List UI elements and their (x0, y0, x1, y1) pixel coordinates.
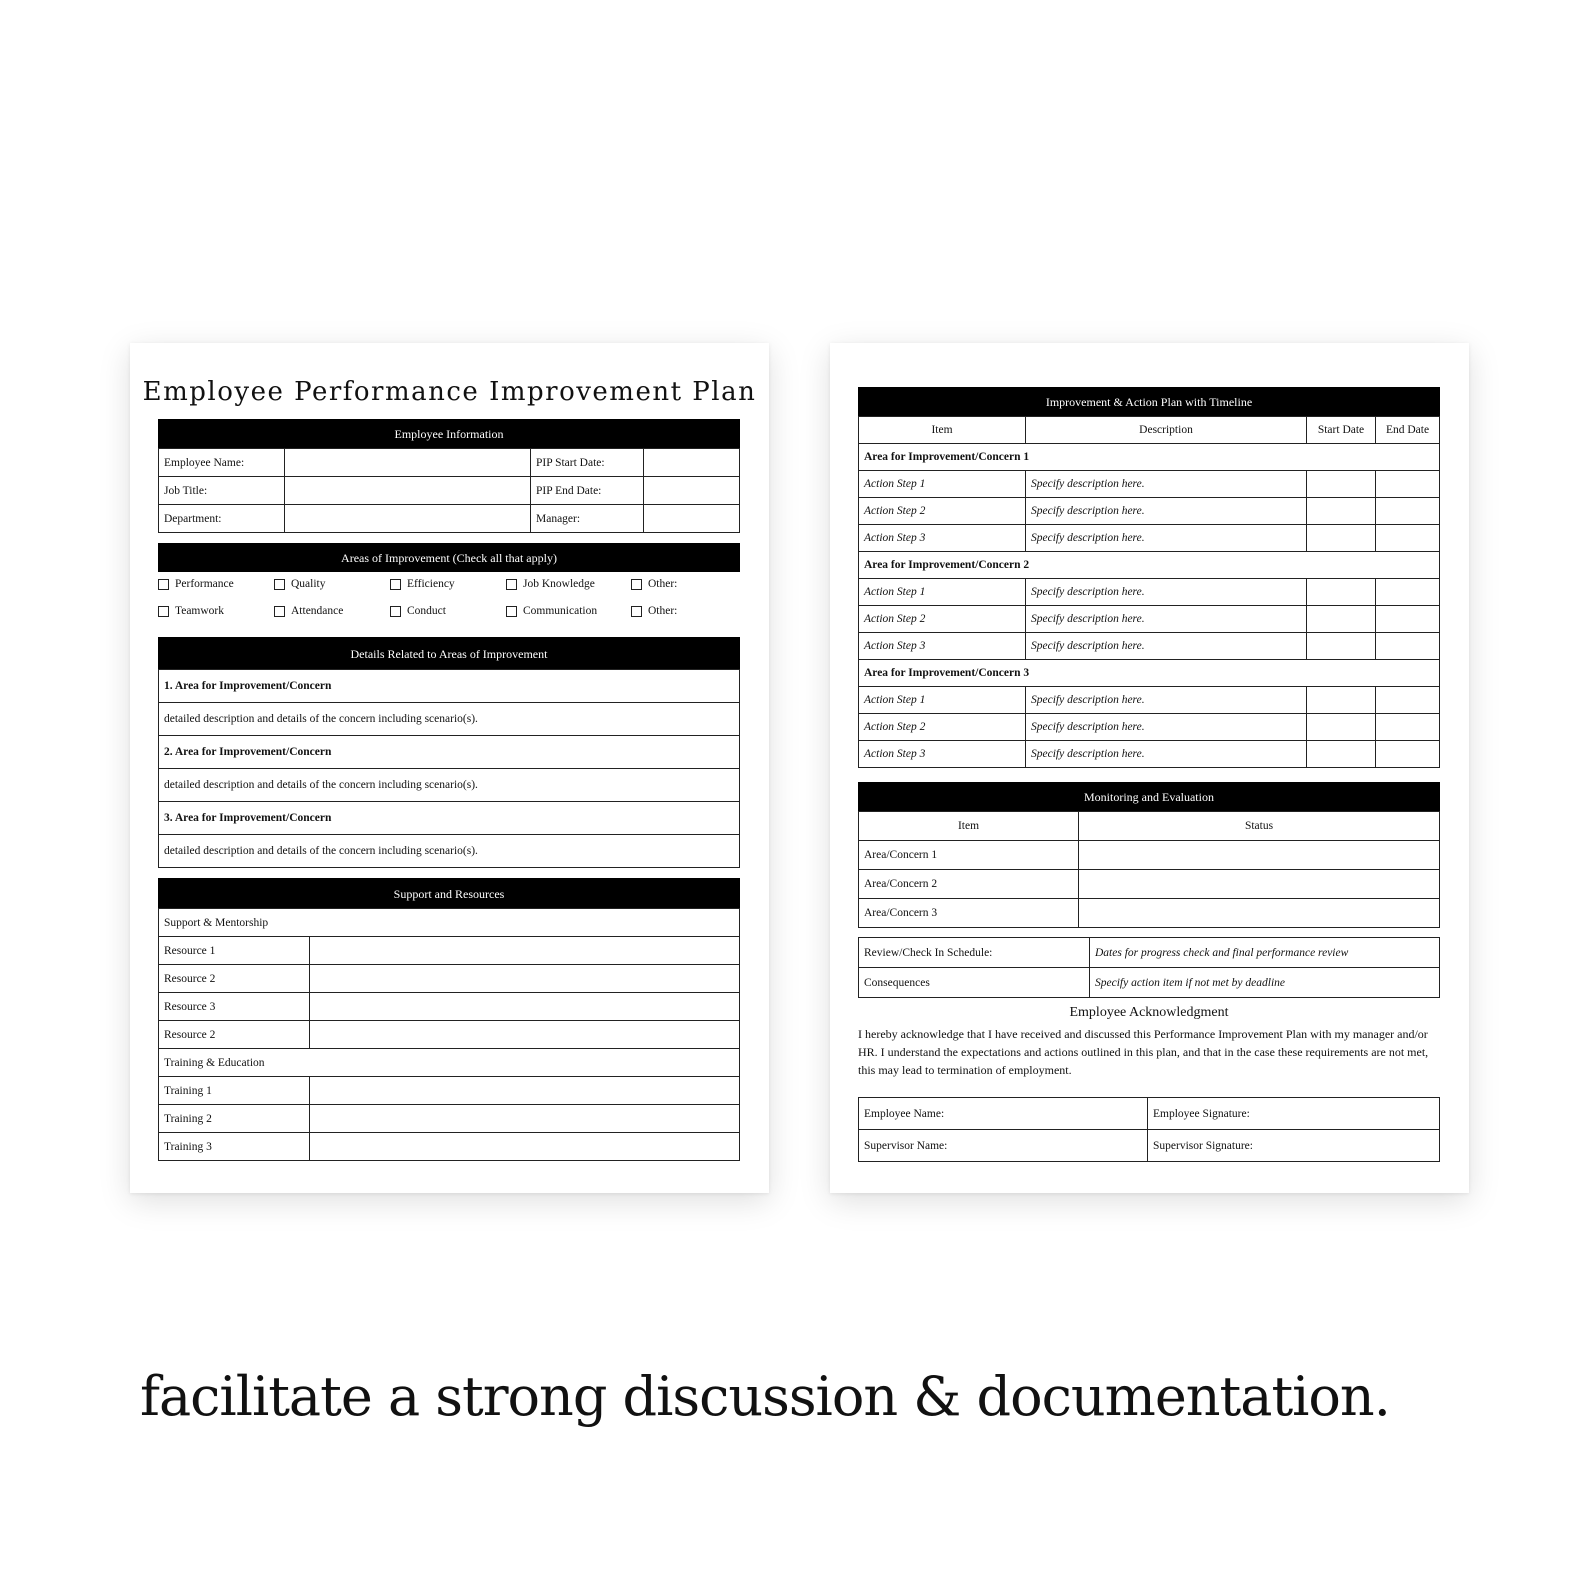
start-date-cell[interactable] (1307, 633, 1376, 660)
column-header: Item (859, 812, 1079, 841)
table-row (859, 870, 1440, 899)
pip-page-1 (130, 343, 769, 1193)
monitoring-table (858, 811, 1440, 928)
areas-of-improvement-header: Areas of Improvement (Check all that apply) (158, 543, 740, 572)
checkbox-communication[interactable] (506, 605, 597, 617)
column-header: Status (1079, 812, 1440, 841)
resource-field[interactable] (310, 937, 740, 965)
action-step-description[interactable]: Specify description here. (1026, 579, 1307, 606)
details-header: Details Related to Areas of Improvement (158, 637, 740, 669)
table-row (859, 938, 1440, 968)
checkbox-icon (631, 579, 642, 590)
monitoring-item: Area/Concern 1 (859, 841, 1079, 870)
table-row (859, 579, 1440, 606)
support-resources-table (158, 908, 740, 1161)
training-field[interactable] (310, 1105, 740, 1133)
table-row (159, 1049, 740, 1077)
caption-text: facilitate a strong discussion & documentation. (140, 1365, 1390, 1428)
checkbox-label: Communication (523, 605, 598, 617)
action-step-description[interactable]: Specify description here. (1026, 633, 1307, 660)
checkbox-quality[interactable] (274, 578, 326, 590)
table-row (159, 1105, 740, 1133)
training-item-label: Training 2 (159, 1105, 310, 1133)
table-row (159, 835, 740, 868)
acknowledgment-section (858, 1005, 1440, 1079)
table-row (859, 687, 1440, 714)
group-row (859, 552, 1440, 579)
monitoring-item: Area/Concern 3 (859, 899, 1079, 928)
checkbox-icon (390, 579, 401, 590)
group-row (859, 444, 1440, 471)
signatures-table (858, 1097, 1440, 1162)
details-section (158, 637, 740, 868)
checkbox-label: Teamwork (175, 605, 225, 617)
checkbox-label: Other: (648, 578, 678, 590)
table-row (159, 449, 740, 477)
column-header: Description (1026, 417, 1307, 444)
action-step-description[interactable]: Specify description here. (1026, 741, 1307, 768)
checkbox-label: Job Knowledge (523, 578, 595, 590)
end-date-cell[interactable] (1376, 579, 1440, 606)
table-row (159, 769, 740, 802)
table-row (859, 525, 1440, 552)
checkbox-icon (631, 606, 642, 617)
action-step-description[interactable]: Specify description here. (1026, 525, 1307, 552)
action-plan-header: Improvement & Action Plan with Timeline (858, 387, 1440, 416)
training-field[interactable] (310, 1133, 740, 1161)
table-row (859, 606, 1440, 633)
end-date-cell[interactable] (1376, 687, 1440, 714)
action-step-label: Action Step 1 (859, 579, 1026, 606)
start-date-cell[interactable] (1307, 525, 1376, 552)
checkbox-job-knowledge[interactable] (506, 578, 595, 590)
employee-name-signature-field[interactable]: Employee Name: (859, 1098, 1148, 1130)
supervisor-signature-field[interactable]: Supervisor Signature: (1148, 1130, 1440, 1162)
training-field[interactable] (310, 1077, 740, 1105)
table-row (859, 741, 1440, 768)
resource-label: Resource 2 (159, 1021, 310, 1049)
end-date-cell[interactable] (1376, 741, 1440, 768)
table-row (159, 1021, 740, 1049)
action-step-description[interactable]: Specify description here. (1026, 687, 1307, 714)
start-date-cell[interactable] (1307, 606, 1376, 633)
employee-information-section (158, 419, 740, 533)
schedule-section (858, 937, 1440, 998)
manager-label: Manager: (531, 505, 644, 533)
checkbox-icon (390, 606, 401, 617)
review-schedule-value[interactable]: Dates for progress check and final performance review (1090, 938, 1440, 968)
action-step-label: Action Step 3 (859, 633, 1026, 660)
checkbox-performance[interactable] (158, 578, 234, 590)
concern-1-title: 1. Area for Improvement/Concern (159, 670, 740, 703)
table-row (859, 841, 1440, 870)
checkbox-teamwork[interactable] (158, 605, 224, 617)
table-row (859, 1098, 1440, 1130)
table-row (859, 498, 1440, 525)
page-title: Employee Performance Improvement Plan (142, 377, 757, 407)
consequences-value[interactable]: Specify action item if not met by deadline (1090, 968, 1440, 998)
column-header: End Date (1376, 417, 1440, 444)
training-label: Training & Education (159, 1049, 740, 1077)
supervisor-name-field[interactable]: Supervisor Name: (859, 1130, 1148, 1162)
action-step-label: Action Step 2 (859, 714, 1026, 741)
signatures-section (858, 1097, 1440, 1162)
action-step-label: Action Step 2 (859, 498, 1026, 525)
table-row (159, 965, 740, 993)
resource-field[interactable] (310, 993, 740, 1021)
table-row (159, 477, 740, 505)
checkbox-label: Other: (648, 605, 678, 617)
manager-field[interactable] (644, 505, 740, 533)
group-row (859, 660, 1440, 687)
table-row (159, 993, 740, 1021)
monitoring-header: Monitoring and Evaluation (858, 782, 1440, 811)
department-field[interactable] (285, 505, 531, 533)
action-step-label: Action Step 1 (859, 471, 1026, 498)
action-step-label: Action Step 3 (859, 525, 1026, 552)
pip-page-2 (830, 343, 1469, 1193)
end-date-cell[interactable] (1376, 633, 1440, 660)
employee-information-header: Employee Information (158, 419, 740, 448)
schedule-table (858, 937, 1440, 998)
checkbox-icon (274, 606, 285, 617)
table-row (859, 471, 1440, 498)
resource-field[interactable] (310, 965, 740, 993)
checkbox-icon (158, 606, 169, 617)
action-step-description[interactable]: Specify description here. (1026, 606, 1307, 633)
checkbox-icon (506, 606, 517, 617)
status-cell[interactable] (1079, 870, 1440, 899)
checkbox-icon (506, 579, 517, 590)
checkbox-label: Efficiency (407, 578, 455, 590)
action-step-label: Action Step 1 (859, 687, 1026, 714)
table-row (159, 1133, 740, 1161)
employee-name-label: Employee Name: (159, 449, 285, 477)
checkbox-icon (158, 579, 169, 590)
table-row (859, 1130, 1440, 1162)
action-plan-section (858, 387, 1440, 768)
checkbox-label: Attendance (291, 605, 344, 617)
pip-start-date-field[interactable] (644, 449, 740, 477)
end-date-cell[interactable] (1376, 498, 1440, 525)
column-header: Item (859, 417, 1026, 444)
resource-label: Resource 3 (159, 993, 310, 1021)
start-date-cell[interactable] (1307, 741, 1376, 768)
training-item-label: Training 3 (159, 1133, 310, 1161)
column-header: Start Date (1307, 417, 1376, 444)
resource-field[interactable] (310, 1021, 740, 1049)
end-date-cell[interactable] (1376, 471, 1440, 498)
group-title: Area for Improvement/Concern 3 (859, 660, 1440, 687)
start-date-cell[interactable] (1307, 687, 1376, 714)
concern-1-description[interactable]: detailed description and details of the concern including scenario(s). (159, 703, 740, 736)
job-title-field[interactable] (285, 477, 531, 505)
review-schedule-label: Review/Check In Schedule: (859, 938, 1090, 968)
table-row (859, 968, 1440, 998)
resource-label: Resource 2 (159, 965, 310, 993)
employee-signature-field[interactable]: Employee Signature: (1148, 1098, 1440, 1130)
action-step-label: Action Step 2 (859, 606, 1026, 633)
checkbox-conduct[interactable] (390, 605, 446, 617)
start-date-cell[interactable] (1307, 579, 1376, 606)
acknowledgment-text: I hereby acknowledge that I have received and discussed this Performance Improvement Plan with my manager and/or HR. I understand the expectations and actions outlined in this plan, and that in the case these requirements are not met, this may lead to termination of employment. (858, 1027, 1429, 1077)
table-row (859, 899, 1440, 928)
checkbox-icon (274, 579, 285, 590)
table-row (859, 633, 1440, 660)
support-resources-section (158, 878, 740, 1161)
start-date-cell[interactable] (1307, 714, 1376, 741)
monitoring-item: Area/Concern 2 (859, 870, 1079, 899)
start-date-cell[interactable] (1307, 498, 1376, 525)
monitoring-section (858, 782, 1440, 928)
checkbox-label: Conduct (407, 605, 446, 617)
end-date-cell[interactable] (1376, 606, 1440, 633)
group-title: Area for Improvement/Concern 2 (859, 552, 1440, 579)
status-cell[interactable] (1079, 841, 1440, 870)
pip-start-date-label: PIP Start Date: (531, 449, 644, 477)
concern-2-description[interactable]: detailed description and details of the concern including scenario(s). (159, 769, 740, 802)
status-cell[interactable] (1079, 899, 1440, 928)
concern-3-title: 3. Area for Improvement/Concern (159, 802, 740, 835)
checkbox-attendance[interactable] (274, 605, 343, 617)
table-row (159, 670, 740, 703)
checkbox-other-1[interactable] (631, 578, 677, 590)
table-row (159, 937, 740, 965)
checkbox-label: Quality (291, 578, 326, 590)
acknowledgment-title: Employee Acknowledgment (1069, 1005, 1229, 1020)
support-resources-header: Support and Resources (158, 878, 740, 908)
table-row (159, 1077, 740, 1105)
department-label: Department: (159, 505, 285, 533)
table-row (159, 736, 740, 769)
table-row (159, 909, 740, 937)
areas-of-improvement-section (158, 543, 740, 626)
job-title-label: Job Title: (159, 477, 285, 505)
pip-end-date-label: PIP End Date: (531, 477, 644, 505)
checkbox-other-2[interactable] (631, 605, 677, 617)
action-step-description[interactable]: Specify description here. (1026, 471, 1307, 498)
checkbox-label: Performance (175, 578, 234, 590)
table-row (159, 703, 740, 736)
end-date-cell[interactable] (1376, 525, 1440, 552)
employee-information-table (158, 448, 740, 533)
group-title: Area for Improvement/Concern 1 (859, 444, 1440, 471)
concern-3-description[interactable]: detailed description and details of the concern including scenario(s). (159, 835, 740, 868)
action-step-description[interactable]: Specify description here. (1026, 714, 1307, 741)
concern-2-title: 2. Area for Improvement/Concern (159, 736, 740, 769)
employee-name-field[interactable] (285, 449, 531, 477)
table-row (159, 802, 740, 835)
table-row (159, 505, 740, 533)
start-date-cell[interactable] (1307, 471, 1376, 498)
action-step-description[interactable]: Specify description here. (1026, 498, 1307, 525)
action-plan-table (858, 416, 1440, 768)
end-date-cell[interactable] (1376, 714, 1440, 741)
resource-label: Resource 1 (159, 937, 310, 965)
checkbox-efficiency[interactable] (390, 578, 455, 590)
action-step-label: Action Step 3 (859, 741, 1026, 768)
training-item-label: Training 1 (159, 1077, 310, 1105)
details-table (158, 669, 740, 868)
table-row (859, 714, 1440, 741)
consequences-label: Consequences (859, 968, 1090, 998)
table-header-row (859, 812, 1440, 841)
mentorship-label: Support & Mentorship (159, 909, 740, 937)
pip-end-date-field[interactable] (644, 477, 740, 505)
checkbox-grid (158, 572, 740, 626)
table-header-row (859, 417, 1440, 444)
